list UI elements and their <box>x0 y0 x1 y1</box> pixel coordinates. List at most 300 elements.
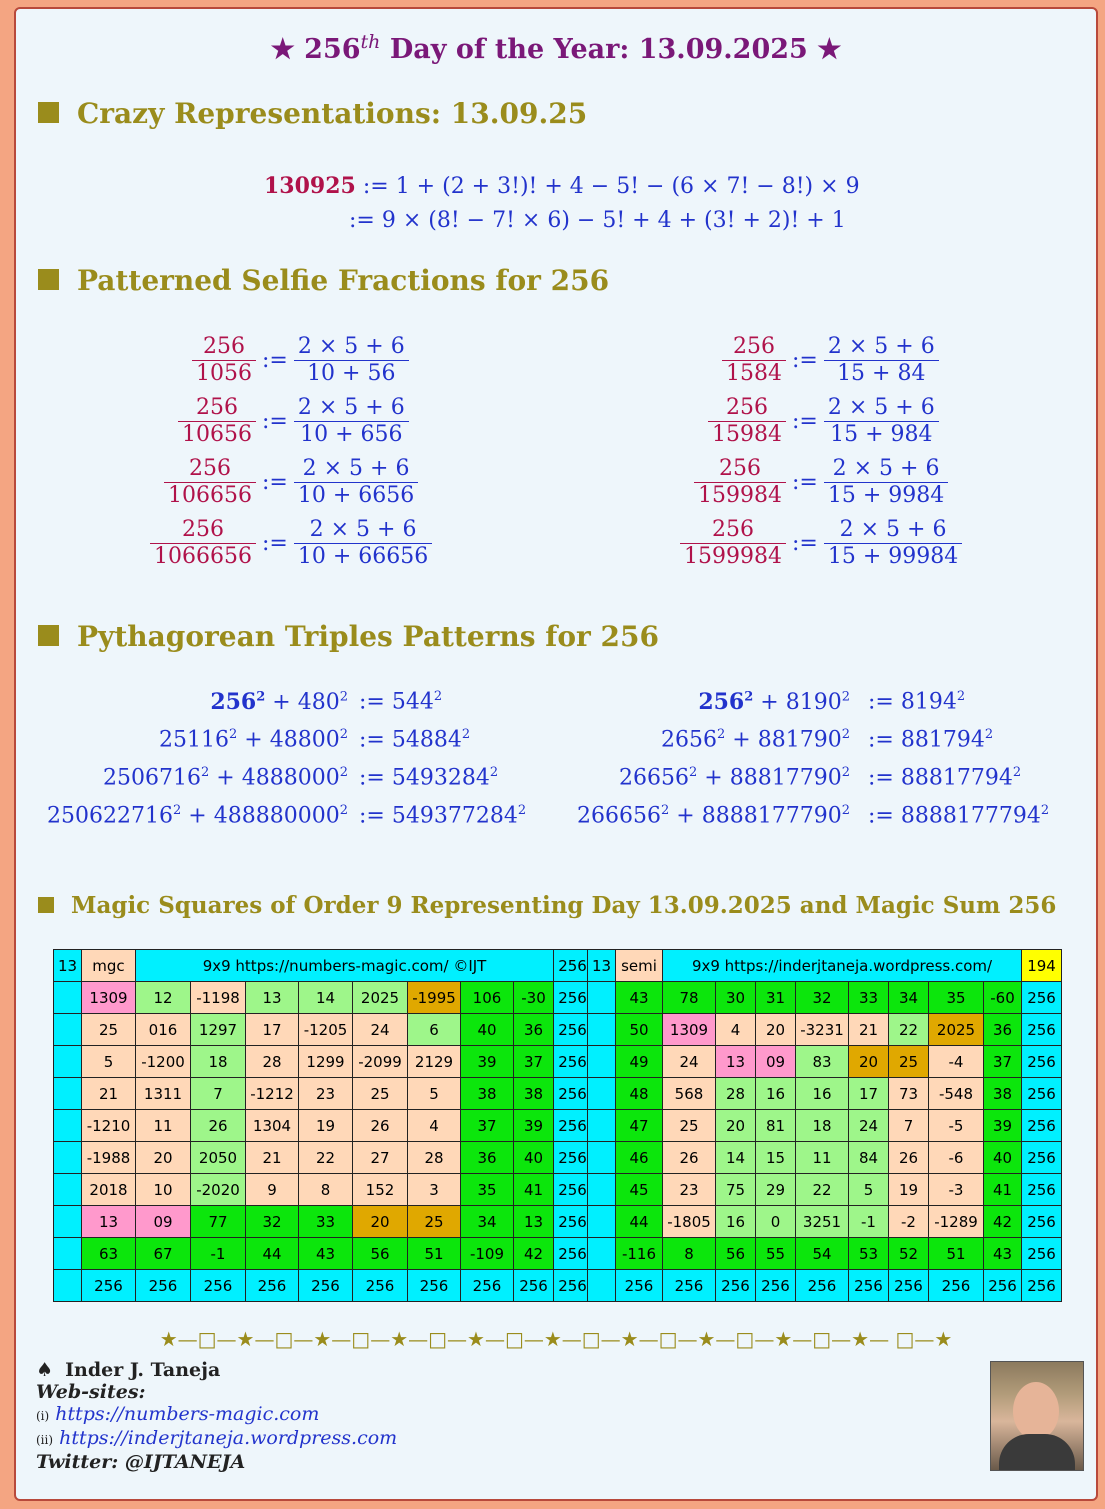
square-cell: 36 <box>461 1142 514 1174</box>
square-cell: 81 <box>756 1110 796 1142</box>
pythagorean-rhs <box>359 765 498 790</box>
square-cell: 24 <box>849 1110 889 1142</box>
denominator: 15 + 84 <box>824 360 939 387</box>
numerator: 2 × 5 + 6 <box>297 395 405 420</box>
section-heading-pythagorean: Pythagorean Triples Patterns for 256 <box>38 620 659 653</box>
assign-symbol: := <box>792 530 818 556</box>
square-cell: -116 <box>616 1238 663 1270</box>
fraction-row <box>146 334 409 387</box>
term-c: 8194 <box>900 689 957 715</box>
term-b: 88817790 <box>729 765 842 791</box>
square-cell: 256 <box>1022 1142 1062 1174</box>
numerator: 2 × 5 + 6 <box>827 395 935 420</box>
square-cell: 78 <box>663 982 716 1014</box>
assign-symbol: := <box>868 765 901 791</box>
lhs-wrap <box>676 395 786 448</box>
plus-sign: + <box>265 690 298 715</box>
square-cell: 13 <box>716 1046 756 1078</box>
numerator: 2 × 5 + 6 <box>302 456 410 481</box>
square-cell: 52 <box>889 1238 929 1270</box>
square-cell: 27 <box>353 1142 408 1174</box>
square-cell: 18 <box>191 1046 246 1078</box>
lhs-fraction <box>680 517 786 570</box>
square-row <box>54 1142 592 1174</box>
magic-square-1 <box>53 949 592 1302</box>
square-cell: 41 <box>514 1174 554 1206</box>
page-frame <box>14 7 1098 1501</box>
exponent: 2 <box>984 727 994 742</box>
square-row <box>54 1174 592 1206</box>
side-cell <box>588 1270 616 1302</box>
sum-cell: 256 <box>929 1270 984 1302</box>
sum-cell: 256 <box>136 1270 191 1302</box>
side-cell <box>54 1078 82 1110</box>
author-block: ♠ Inder J. Taneja Web-sites: (i) https://numbers-magic.com (ii) https://inderjtaneja.wordpress.com Twitter: @IJTANEJA <box>36 1359 398 1473</box>
exponent: 2 <box>339 765 348 780</box>
square-cell: 256 <box>554 1014 592 1046</box>
fraction-row <box>146 517 432 570</box>
square-cell: 41 <box>984 1174 1022 1206</box>
rhs-fraction <box>294 517 432 570</box>
square-cell: 16 <box>756 1078 796 1110</box>
plus-sign: + <box>697 765 730 791</box>
square-cell: 10 <box>136 1174 191 1206</box>
exponent: 2 <box>841 727 850 742</box>
square-cell: -5 <box>929 1110 984 1142</box>
square-cell: 35 <box>461 1174 514 1206</box>
pythagorean-rhs <box>359 689 442 714</box>
assign-symbol: := <box>868 689 901 715</box>
square-cell: -1289 <box>929 1206 984 1238</box>
square-cell: 44 <box>246 1238 299 1270</box>
square-cell: 106 <box>461 982 514 1014</box>
square-bullet-icon <box>38 269 59 290</box>
square-cell: -30 <box>514 982 554 1014</box>
term-c: 8888177794 <box>900 803 1041 829</box>
exponent: 2 <box>229 727 238 742</box>
square-cell: 26 <box>353 1110 408 1142</box>
square-cell: 39 <box>514 1110 554 1142</box>
denominator: 10 + 656 <box>294 421 409 448</box>
side-cell <box>54 1270 82 1302</box>
twitter-handle: Twitter: @IJTANEJA <box>36 1451 246 1473</box>
square-cell: 33 <box>299 1206 353 1238</box>
square-cell: 36 <box>984 1014 1022 1046</box>
assign-symbol: := <box>868 727 901 753</box>
square-cell: 568 <box>663 1078 716 1110</box>
side-cell <box>54 1174 82 1206</box>
square-cell: 09 <box>756 1046 796 1078</box>
exponent: 2 <box>517 803 527 818</box>
plus-sign: + <box>181 803 214 829</box>
square-row <box>588 982 1062 1014</box>
square-cell: 25 <box>82 1014 136 1046</box>
crazy-line-2: := 9 × (8! − 7! × 6) − 5! + 4 + (3! + 2)! + 1 <box>349 208 846 233</box>
square-cell: 5 <box>408 1078 461 1110</box>
square-cell: 21 <box>849 1014 889 1046</box>
numerator: 256 <box>712 517 754 542</box>
square-cell: -1995 <box>408 982 461 1014</box>
square-cell: -3231 <box>796 1014 849 1046</box>
side-cell <box>588 1046 616 1078</box>
sum-cell: 256 <box>889 1270 929 1302</box>
square-cell: 39 <box>984 1110 1022 1142</box>
square-cell: 2025 <box>929 1014 984 1046</box>
sum-cell: 256 <box>796 1270 849 1302</box>
assign-symbol: := <box>868 803 901 829</box>
square-cell: 256 <box>1022 1206 1062 1238</box>
header-cell: semi <box>616 950 663 982</box>
square-cell: 20 <box>353 1206 408 1238</box>
section-heading-crazy: Crazy Representations: 13.09.25 <box>38 97 587 130</box>
term-b: 8888177790 <box>701 803 842 829</box>
side-cell <box>588 982 616 1014</box>
square-cell: 40 <box>514 1142 554 1174</box>
square-cell: -1212 <box>246 1078 299 1110</box>
square-cell: 23 <box>299 1078 353 1110</box>
side-cell <box>54 982 82 1014</box>
square-cell: 43 <box>616 982 663 1014</box>
sum-cell: 256 <box>353 1270 408 1302</box>
sum-cell: 256 <box>408 1270 461 1302</box>
square-cell: 25 <box>889 1046 929 1078</box>
websites-label: Web-sites: <box>36 1381 146 1403</box>
lhs-wrap <box>676 456 786 509</box>
square-cell: 8 <box>663 1238 716 1270</box>
square-cell: 48 <box>616 1078 663 1110</box>
term-a: 256 <box>698 689 745 715</box>
numerator: 256 <box>203 334 245 359</box>
square-cell: 13 <box>246 982 299 1014</box>
square-cell: 1299 <box>299 1046 353 1078</box>
assign-symbol: := <box>262 347 288 373</box>
pythagorean-lhs <box>47 803 348 828</box>
exponent: 2 <box>956 689 966 704</box>
plus-sign: + <box>209 765 242 791</box>
exponent: 2 <box>433 689 443 704</box>
square-bullet-icon <box>38 102 59 123</box>
sum-cell: 256 <box>663 1270 716 1302</box>
square-cell: 1311 <box>136 1078 191 1110</box>
lhs-wrap <box>146 395 256 448</box>
term-b: 480 <box>297 690 340 715</box>
square-cell: -1200 <box>136 1046 191 1078</box>
square-cell: 256 <box>554 1078 592 1110</box>
square-cell: 256 <box>1022 982 1062 1014</box>
square-cell: 35 <box>929 982 984 1014</box>
square-row <box>54 982 592 1014</box>
term-b: 48800 <box>269 727 340 753</box>
term-c: 881794 <box>900 727 985 753</box>
sum-cell: 256 <box>299 1270 353 1302</box>
lhs-fraction <box>708 395 786 448</box>
square-cell: -1988 <box>82 1142 136 1174</box>
square-cell: 9 <box>246 1174 299 1206</box>
term-b: 8190 <box>785 690 842 715</box>
exponent: 2 <box>173 803 182 818</box>
square-cell: -4 <box>929 1046 984 1078</box>
pythagorean-rhs <box>868 689 965 714</box>
square-cell: 4 <box>716 1014 756 1046</box>
exponent: 2 <box>841 803 850 818</box>
square-cell: 23 <box>663 1174 716 1206</box>
square-cell: -2 <box>889 1206 929 1238</box>
square-cell: 51 <box>408 1238 461 1270</box>
denominator: 15 + 984 <box>824 421 939 448</box>
exponent: 2 <box>841 765 850 780</box>
square-cell: 40 <box>461 1014 514 1046</box>
square-cell: 67 <box>136 1238 191 1270</box>
page-title: ★ 256th Day of the Year: 13.09.2025 ★ <box>270 31 842 65</box>
square-cell: 37 <box>514 1046 554 1078</box>
square-cell: 32 <box>246 1206 299 1238</box>
square-cell: 26 <box>663 1142 716 1174</box>
pythagorean-rhs <box>359 803 526 828</box>
side-cell <box>588 1142 616 1174</box>
author-name: Inder J. Taneja <box>65 1359 221 1381</box>
square-cell: 256 <box>1022 1110 1062 1142</box>
square-cell: -2099 <box>353 1046 408 1078</box>
square-cell: 2018 <box>82 1174 136 1206</box>
fraction-row <box>146 456 418 509</box>
lhs-wrap <box>146 334 256 387</box>
square-bullet-icon <box>38 897 54 913</box>
square-cell: 256 <box>1022 1174 1062 1206</box>
numerator: 2 × 5 + 6 <box>827 334 935 359</box>
denominator: 10 + 66656 <box>294 543 432 570</box>
crazy-line-1: 130925 := 1 + (2 + 3!)! + 4 − 5! − (6 × 7! − 8!) × 9 <box>264 173 860 199</box>
square-cell: -6 <box>929 1142 984 1174</box>
sum-cell: 256 <box>82 1270 136 1302</box>
square-bullet-icon <box>38 625 59 646</box>
square-cell: 2025 <box>353 982 408 1014</box>
square-cell: 17 <box>849 1078 889 1110</box>
site-link-1[interactable]: https://numbers-magic.com <box>55 1403 320 1425</box>
square-cell: 55 <box>756 1238 796 1270</box>
spade-icon: ♠ <box>36 1359 54 1381</box>
term-c: 549377284 <box>391 803 518 829</box>
square-cell: 73 <box>889 1078 929 1110</box>
term-a: 256 <box>210 689 257 715</box>
denominator: 10656 <box>178 421 256 448</box>
sum-cell: 256 <box>461 1270 514 1302</box>
square-cell: 256 <box>1022 1014 1062 1046</box>
numerator: 256 <box>726 395 768 420</box>
fraction-row <box>676 395 939 448</box>
square-cell: -1805 <box>663 1206 716 1238</box>
lhs-fraction <box>722 334 786 387</box>
square-cell: 11 <box>796 1142 849 1174</box>
square-cell: 53 <box>849 1238 889 1270</box>
square-cell: 13 <box>82 1206 136 1238</box>
square-cell: 50 <box>616 1014 663 1046</box>
square-row <box>54 1206 592 1238</box>
exponent: 2 <box>489 765 499 780</box>
square-cell: 256 <box>554 1206 592 1238</box>
assign-symbol: := <box>792 469 818 495</box>
square-cell: 256 <box>1022 1238 1062 1270</box>
square-cell: 152 <box>353 1174 408 1206</box>
fraction-row <box>146 395 409 448</box>
term-c: 54884 <box>391 727 462 753</box>
term-a: 25116 <box>159 727 230 753</box>
exponent: 2 <box>689 765 698 780</box>
plus-sign: + <box>669 803 702 829</box>
square-cell: 33 <box>849 982 889 1014</box>
square-row <box>588 1110 1062 1142</box>
square-cell: 34 <box>461 1206 514 1238</box>
denominator: 10 + 56 <box>294 360 409 387</box>
term-a: 2506716 <box>103 765 202 791</box>
square-cell: 7 <box>191 1078 246 1110</box>
pythagorean-rhs <box>868 803 1049 828</box>
rhs-fraction <box>824 517 962 570</box>
sum-cell: 256 <box>616 1270 663 1302</box>
square-cell: 12 <box>136 982 191 1014</box>
square-cell: 42 <box>984 1206 1022 1238</box>
square-cell: 256 <box>554 1174 592 1206</box>
rhs-fraction <box>824 456 948 509</box>
square-cell: 22 <box>299 1142 353 1174</box>
plus-sign: + <box>753 690 786 715</box>
square-cell: 14 <box>716 1142 756 1174</box>
numerator: 2 × 5 + 6 <box>297 334 405 359</box>
denominator: 1066656 <box>150 543 256 570</box>
exponent: 2 <box>339 803 348 818</box>
square-cell: 17 <box>246 1014 299 1046</box>
square-cell: 256 <box>554 1142 592 1174</box>
exponent: 2 <box>256 689 266 705</box>
assign-symbol: := <box>359 765 392 791</box>
lhs-fraction <box>694 456 786 509</box>
square-row <box>54 1078 592 1110</box>
pythagorean-lhs <box>577 803 850 828</box>
star-ornament: ★—□—★—□—★—□—★—□—★—□—★—□—★—□—★—□—★—□—★— □—★ <box>159 1327 953 1351</box>
fraction-row <box>676 456 948 509</box>
square-row <box>588 1206 1062 1238</box>
term-b: 881790 <box>757 727 842 753</box>
lhs-wrap <box>676 334 786 387</box>
pythagorean-lhs <box>159 727 348 752</box>
sum-cell: 256 <box>1022 1270 1062 1302</box>
lhs-fraction <box>150 517 256 570</box>
assign-symbol: := <box>359 803 392 829</box>
denominator: 1584 <box>722 360 786 387</box>
square-header-row <box>588 950 1062 982</box>
square-cell: 56 <box>716 1238 756 1270</box>
square-cell: 84 <box>849 1142 889 1174</box>
site-link-2[interactable]: https://inderjtaneja.wordpress.com <box>59 1427 398 1449</box>
rhs-fraction <box>824 334 939 387</box>
term-b: 488880000 <box>213 803 340 829</box>
square-cell: 11 <box>136 1110 191 1142</box>
square-cell: 1297 <box>191 1014 246 1046</box>
square-cell: 43 <box>299 1238 353 1270</box>
square-cell: 26 <box>191 1110 246 1142</box>
fraction-row <box>676 334 939 387</box>
square-cell: 13 <box>514 1206 554 1238</box>
exponent: 2 <box>661 803 670 818</box>
square-cell: 8 <box>299 1174 353 1206</box>
exponent: 2 <box>1040 803 1050 818</box>
term-a: 2656 <box>661 727 718 753</box>
numerator: 2 × 5 + 6 <box>309 517 417 542</box>
side-cell <box>588 1014 616 1046</box>
square-cell: -1205 <box>299 1014 353 1046</box>
denominator: 106656 <box>164 482 256 509</box>
square-cell: -1198 <box>191 982 246 1014</box>
side-cell <box>54 1142 82 1174</box>
square-cell: 14 <box>299 982 353 1014</box>
square-cell: 4 <box>408 1110 461 1142</box>
square-cell: -1 <box>849 1206 889 1238</box>
square-cell: 32 <box>796 982 849 1014</box>
square-cell: 25 <box>353 1078 408 1110</box>
numerator: 256 <box>733 334 775 359</box>
square-cell: 47 <box>616 1110 663 1142</box>
lhs-fraction <box>164 456 256 509</box>
assign-symbol: := <box>792 408 818 434</box>
square-cell: 256 <box>554 1046 592 1078</box>
exponent: 2 <box>744 689 754 705</box>
header-cell: 13 <box>54 950 82 982</box>
square-cell: 16 <box>716 1206 756 1238</box>
side-cell <box>588 1206 616 1238</box>
square-cell: 3 <box>408 1174 461 1206</box>
square-cell: 20 <box>136 1142 191 1174</box>
square-row <box>54 1110 592 1142</box>
denominator: 15 + 9984 <box>824 482 948 509</box>
square-cell: 75 <box>716 1174 756 1206</box>
square-row <box>588 1174 1062 1206</box>
square-cell: 21 <box>82 1078 136 1110</box>
square-cell: -1210 <box>82 1110 136 1142</box>
exponent: 2 <box>339 689 348 705</box>
square-cell: 46 <box>616 1142 663 1174</box>
pythagorean-rhs <box>868 727 993 752</box>
numerator: 256 <box>182 517 224 542</box>
pythagorean-lhs <box>103 765 348 790</box>
square-cell: 22 <box>889 1014 929 1046</box>
numerator: 2 × 5 + 6 <box>839 517 947 542</box>
assign-symbol: := <box>262 530 288 556</box>
square-cell: 36 <box>514 1014 554 1046</box>
term-c: 88817794 <box>900 765 1013 791</box>
pythagorean-lhs <box>698 689 850 715</box>
plus-sign: + <box>725 727 758 753</box>
square-cell: 20 <box>756 1014 796 1046</box>
square-cell: 256 <box>554 1110 592 1142</box>
sum-cell: 256 <box>849 1270 889 1302</box>
fraction-row <box>676 517 962 570</box>
side-cell <box>54 1238 82 1270</box>
square-cell: 34 <box>889 982 929 1014</box>
side-cell <box>588 1110 616 1142</box>
assign-symbol: := <box>359 727 392 753</box>
side-cell <box>54 1206 82 1238</box>
assign-symbol: := <box>792 347 818 373</box>
square-row <box>588 1046 1062 1078</box>
lhs-wrap <box>146 456 256 509</box>
square-cell: 21 <box>246 1142 299 1174</box>
square-cell: 1309 <box>82 982 136 1014</box>
square-cell: 43 <box>984 1238 1022 1270</box>
square-row <box>54 1014 592 1046</box>
square-cell: 42 <box>514 1238 554 1270</box>
term-a: 250622716 <box>47 803 174 829</box>
square-cell: 83 <box>796 1046 849 1078</box>
section-heading-magic: Magic Squares of Order 9 Representing Day 13.09.2025 and Magic Sum 256 <box>38 892 1056 919</box>
